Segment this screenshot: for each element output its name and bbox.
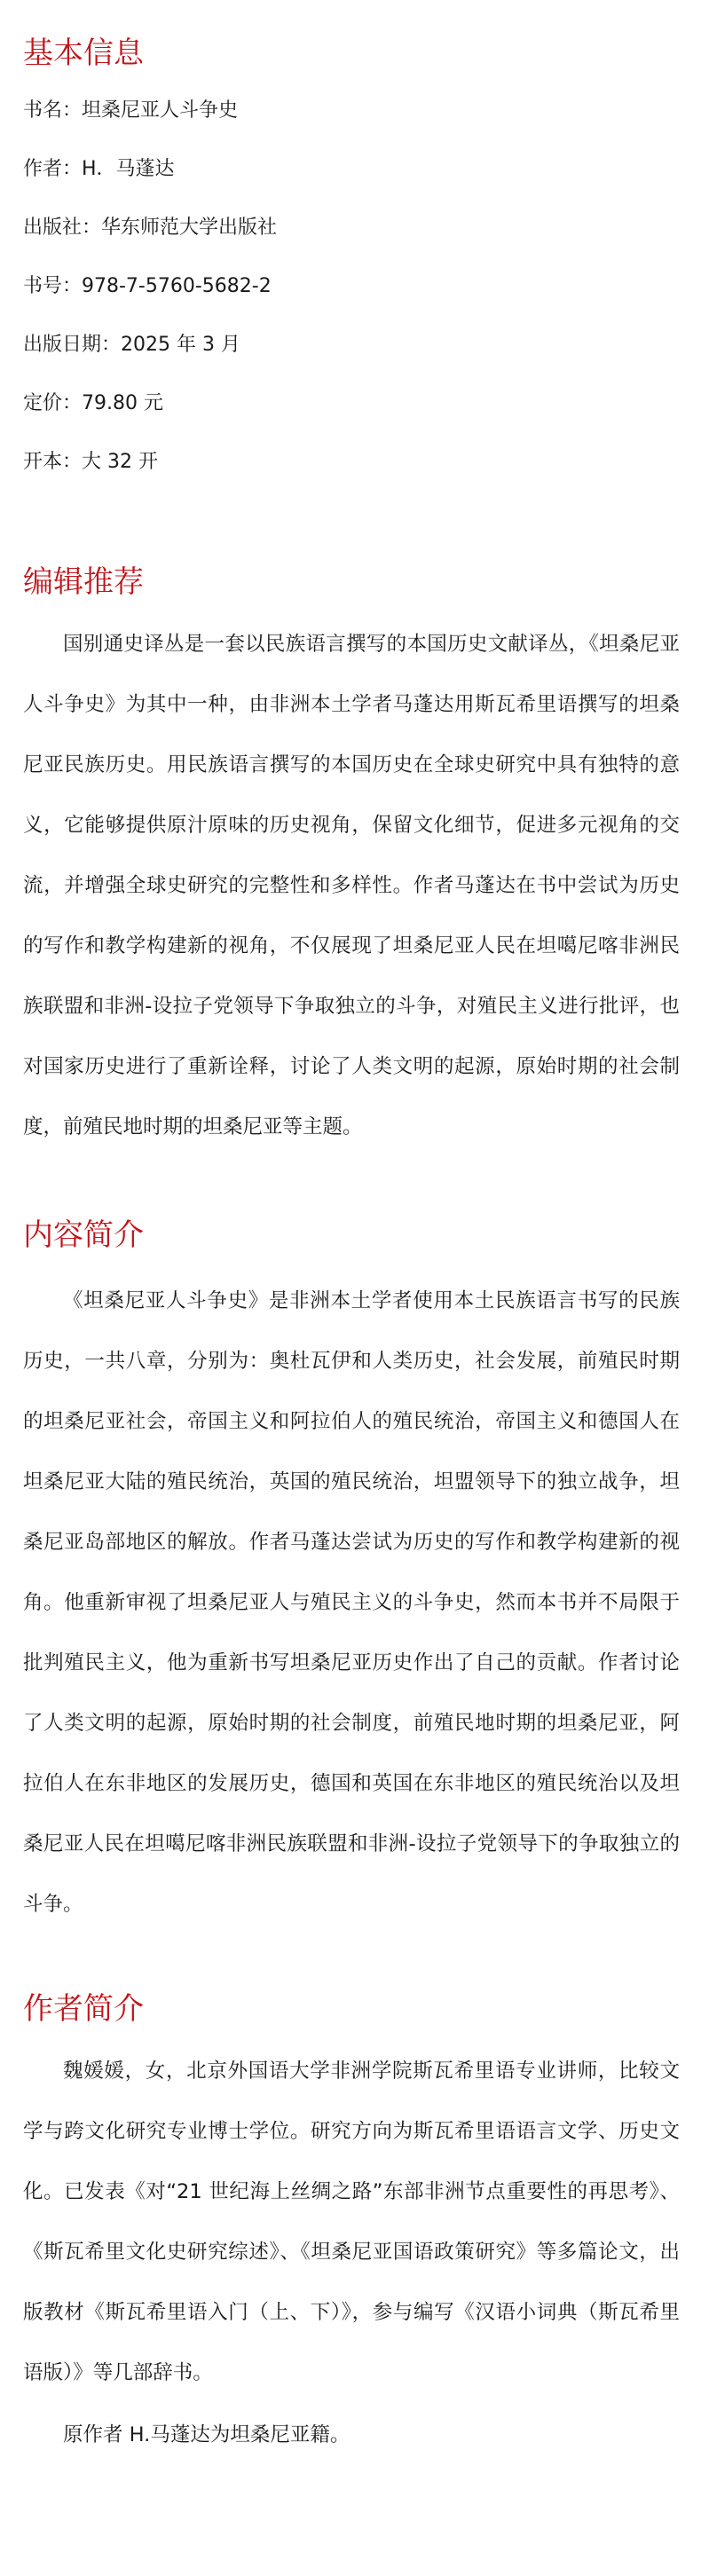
basic-info-heading: 基本信息 [23, 35, 144, 71]
editor-recommendation-text: 国别通史译丛是一套以民族语言撰写的本国历史文献译丛，《坦桑尼亚人斗争史》为其中一种，由非洲本土学者马蓬达用斯瓦希里语撰写的坦桑尼亚民族历史。用民族语言撰写的本国历史在全球史研究中具有独特的意义，它能够提供原汁原味的历史视角，保留文化细节，促进多元视角的交流，并增强全球史研究的完整性和多样性。作者马蓬达在书中尝试为历史的写作和教学构建新的视角，不仅展现了坦桑尼亚人民在坦噶尼喀非洲民族联盟和非洲-设拉子党领导下争取独立的斗争，对殖民主义进行批评，也对国家历史进行了重新诠释，讨论了人类文明的起源，原始时期的社会制度，前殖民地时期的坦桑尼亚等主题。 [23, 633, 680, 1138]
author-intro-text: 魏媛媛，女，北京外国语大学非洲学院斯瓦希里语专业讲师，比较文学与跨文化研究专业博士学位。研究方向为斯瓦希里语语言文学、历史文化。已发表《对“21 世纪海上丝绸之路”东部非洲节点重要性的再思考》、《斯瓦希里文化史研究综述》、《坦桑尼亚国语政策研究》等多篇论文，出版教材《斯瓦希里语入门（上、下）》，参与编写《汉语小词典（斯瓦希里语版）》等几部辞书。 [23, 2060, 680, 2384]
content-summary-text: 《坦桑尼亚人斗争史》是非洲本土学者使用本土民族语言书写的民族历史，一共八章，分别为：奥杜瓦伊和人类历史，社会发展，前殖民时期的坦桑尼亚社会，帝国主义和阿拉伯人的殖民统治，帝国主义和德国人在坦桑尼亚大陆的殖民统治，英国的殖民统治，坦盟领导下的独立战争，坦桑尼亚岛部地区的解放。作者马蓬达尝试为历史的写作和教学构建新的视角。他重新审视了坦桑尼亚人与殖民主义的斗争史，然而本书并不局限于批判殖民主义，他为重新书写坦桑尼亚历史作出了自己的贡献。作者讨论了人类文明的起源，原始时期的社会制度，前殖民地时期的坦桑尼亚，阿拉伯人在东非地区的发展历史，德国和英国在东非地区的殖民统治以及坦桑尼亚人民在坦噶尼喀非洲民族联盟和非洲-设拉子党领导下的争取独立的斗争。 [23, 1289, 680, 1916]
info-title: 书名：坦桑尼亚人斗争史 [23, 99, 239, 122]
original-author-note: 原作者 H.马蓬达为坦桑尼亚籍。 [63, 2423, 350, 2446]
info-format: 开本：大 32 开 [23, 451, 158, 473]
info-author: 作者：H．马蓬达 [23, 158, 175, 180]
info-publish-date: 出版日期：2025 年 3 月 [23, 334, 240, 356]
content-summary-heading: 内容简介 [23, 1217, 144, 1253]
editor-recommendation-heading: 编辑推荐 [23, 564, 144, 600]
info-price: 定价：79.80 元 [23, 392, 163, 414]
info-isbn: 书号：978-7-5760-5682-2 [23, 275, 272, 297]
author-intro-heading: 作者简介 [23, 1991, 144, 2027]
info-publisher: 出版社：华东师范大学出版社 [23, 217, 278, 239]
